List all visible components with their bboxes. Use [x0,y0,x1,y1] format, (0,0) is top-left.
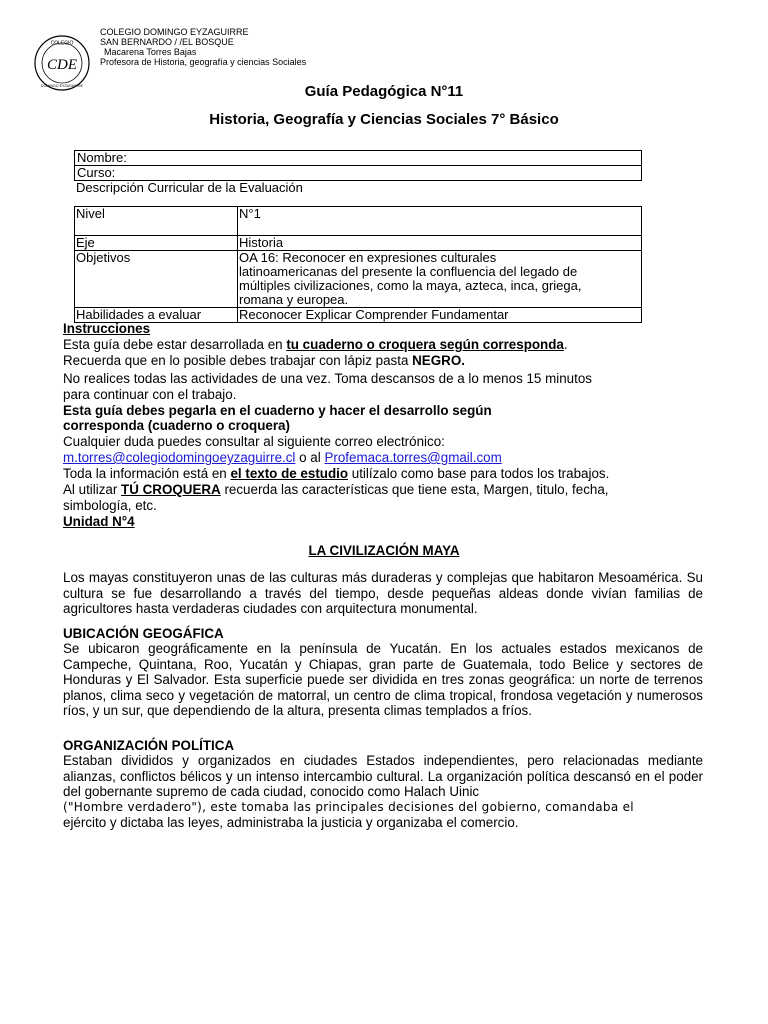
row-label: Nivel [75,207,238,236]
text: Toda la información está en [63,466,231,481]
instruction-line: Cualquier duda puedes consultar al siguiente correo electrónico: [63,434,445,449]
school-name: COLEGIO DOMINGO EYZAGUIRRE [100,27,249,37]
row-label: Objetivos [75,251,238,308]
table-row [75,236,642,251]
row-label: Eje [75,236,238,251]
paragraph-text: Se ubicaron geográficamente en la península de Yucatán. En los actuales estados mexicanos de Campeche, Quintana, Roo, Yucatán y Chiapas, gran parte de Guatemala, todo Belice y sectores de Honduras y El Salvador. Esta superficie puede ser dividida en tres zonas geográfica: un norte de terrenos planos, clima seco y vegetación de matorral, un centro de clima tropical, frondosa vegetación y numerosos ríos, y un sur, que dependiendo de la altura, presenta climas templados a fríos. [63,641,703,718]
row-value: N°1 [238,207,642,236]
row-label: Habilidades a evaluar [75,308,238,323]
teacher-role: Profesora de Historia, geografía y ciencias Sociales [100,57,307,67]
paragraph-text: ("Hombre verdadero"), este tomaba las principales decisiones del gobierno, comandaba el [63,799,634,814]
instruction-line: Esta guía debes pegarla en el cuaderno y hacer el desarrollo según [63,403,492,418]
text: utilízalo como base para todos los trabajos. [348,466,610,481]
table-row [75,308,642,323]
name-field[interactable]: Nombre: [77,150,127,165]
instructions-heading: Instrucciones [63,321,151,336]
instruction-line [63,466,609,483]
text: o al [295,450,325,465]
subject-title: Historia, Geografía y Ciencias Sociales 7° Básico [209,111,559,128]
geo-paragraph [63,641,703,719]
row-value: Reconocer Explicar Comprender Fundamentar [238,308,642,323]
curriculum-table [74,206,642,323]
objective-line: múltiples civilizaciones, como la maya, azteca, inca, griega, [239,278,582,293]
school-location: SAN BERNARDO / /EL BOSQUE [100,37,234,47]
instruction-line: simbología, etc. [63,498,157,513]
emphasis: tu cuaderno o croquera según corresponda [286,337,564,352]
instruction-line [63,482,609,499]
geo-heading: UBICACIÓN GEOGÁFICA [63,626,224,641]
text: Recuerda que en lo posible debes trabajar con lápiz pasta [63,353,413,368]
paragraph-text: Los mayas constituyeron unas de las culturas más duraderas y complejas que habitaron Mesoamérica. Su cultura se fue desarrollando a través del tiempo, desde pequeñas aldeas donde vivían familias de agricultores hasta verdaderas ciudades con arquitectura monumental. [63,570,703,616]
instruction-line: corresponda (cuaderno o croquera) [63,418,290,433]
instruction-line: para continuar con el trabajo. [63,387,237,402]
intro-paragraph [63,570,703,617]
guide-title: Guía Pedagógica N°11 [304,83,464,100]
objective-line: romana y europea. [239,292,349,307]
text: . [563,337,568,352]
row-value: Historia [238,236,642,251]
politics-heading: ORGANIZACIÓN POLÍTICA [63,738,235,753]
instruction-line [63,337,568,354]
table-row [75,251,642,308]
email-link-school[interactable]: m.torres@colegiodomingoeyzaguirre.cl [63,450,296,465]
school-header [100,27,306,67]
objective-line: OA 16: Reconocer en expresiones culturales [239,250,497,265]
text: recuerda las características que tiene esta, Margen, titulo, fecha, [220,482,609,497]
instruction-line: No realices todas las actividades de una vez. Toma descansos de a lo menos 15 minutos [63,371,592,386]
section-title: LA CIVILIZACIÓN MAYA [308,543,460,558]
table-row [75,207,642,236]
emphasis: el texto de estudio [230,466,349,481]
emphasis: NEGRO. [412,353,465,368]
email-link-gmail[interactable]: Profemaca.torres@gmail.com [324,450,502,465]
politics-paragraph [63,753,703,831]
objective-line: latinoamericanas del presente la confluencia del legado de [239,264,578,279]
objectives-value [238,251,642,308]
curriculum-description: Descripción Curricular de la Evaluación [76,180,303,195]
logo-bottom-text: DOMINGO EYZAGUIRRE [41,84,83,88]
logo-top-text: COLEGIO [50,40,74,47]
text: Al utilizar [63,482,122,497]
emphasis: TÚ CROQUERA [121,482,221,497]
paragraph-text: Estaban divididos y organizados en ciudades Estados independientes, pero relacionadas mediante alianzas, conflictos bélicos y un intenso intercambio cultural. La organización política descansó en el poder del gobernante supremo de cada ciudad, conocido como Halach Uinic [63,753,703,799]
paragraph-text: ejército y dictaba las leyes, administraba la justicia y organizaba el comercio. [63,815,519,830]
email-line [63,450,502,467]
instruction-line [63,353,465,370]
student-info-table [74,150,642,181]
course-field[interactable]: Curso: [75,165,641,180]
teacher-name: Macarena Torres Bajas [104,47,197,57]
logo-monogram: CDE [47,57,77,73]
text: Esta guía debe estar desarrollada en [63,337,287,352]
unit-label: Unidad N°4 [63,514,135,529]
